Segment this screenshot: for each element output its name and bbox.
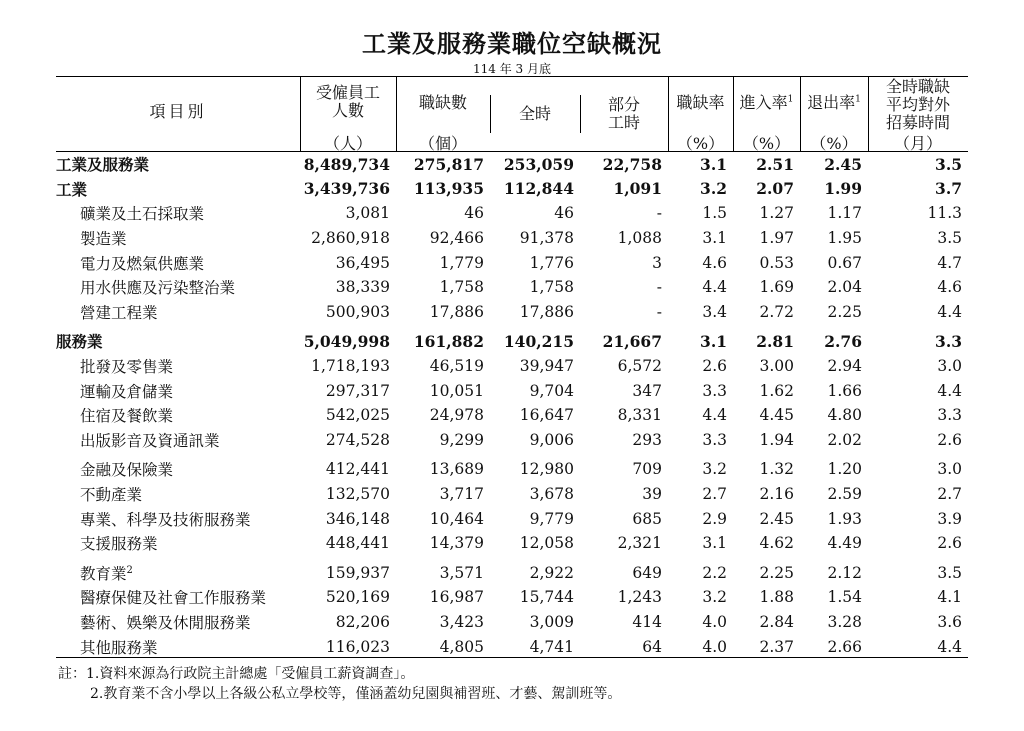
row-label-text: 不動產業 — [80, 486, 143, 505]
header-parttime-line2: 工時 — [607, 113, 640, 132]
cell-value: 4.6 — [937, 278, 962, 297]
header-parttime-line1: 部分 — [607, 95, 640, 114]
cell-value: 3.3 — [937, 406, 962, 425]
unit-entry-rate: （%） — [742, 134, 791, 153]
row-label-text: 電力及燃氣供應業 — [80, 254, 205, 273]
footnote-2: 2.教育業不含小學以上各級公私立學校等，僅涵蓋幼兒園與補習班、才藝、駕訓班等。 — [90, 686, 622, 702]
cell-value: 3.6 — [937, 612, 962, 631]
cell-value: 4.62 — [759, 534, 794, 553]
cell-value: 2.6 — [937, 534, 962, 553]
cell-value: 3.28 — [827, 612, 862, 631]
table-row — [56, 556, 968, 586]
header-entry-rate — [733, 94, 800, 112]
cell-value: 2.7 — [702, 485, 727, 504]
cell-value: 3.7 — [935, 179, 962, 199]
cell-value: 1,718,193 — [311, 357, 390, 376]
cell-value: 1.97 — [759, 229, 794, 248]
cell-value: 91,378 — [519, 229, 574, 248]
cell-value: 2.72 — [759, 302, 794, 321]
cell-value: 12,980 — [519, 460, 574, 479]
header-parttime — [580, 96, 668, 132]
cell-value: 132,570 — [325, 485, 390, 504]
cell-value: 2.02 — [827, 430, 862, 449]
cell-value: 1.17 — [827, 204, 862, 223]
cell-value: 4.4 — [702, 406, 727, 425]
cell-value: 140,215 — [503, 331, 574, 351]
table-row — [56, 378, 968, 403]
cell-value: 3.1 — [702, 229, 727, 248]
row-label-text: 其他服務業 — [80, 638, 158, 657]
cell-value: 4.0 — [702, 612, 727, 631]
cell-value: 3.3 — [702, 430, 727, 449]
cell-value: 2.37 — [759, 637, 794, 656]
cell-value: 38,339 — [335, 278, 390, 297]
cell-value: 2.6 — [937, 430, 962, 449]
cell-value: 21,667 — [602, 331, 662, 351]
header-employees-line2: 人數 — [331, 101, 364, 120]
cell-value: - — [656, 302, 662, 321]
cell-value: 4,805 — [439, 637, 484, 656]
row-label-text: 用水供應及污染整治業 — [80, 279, 236, 298]
row-label — [56, 403, 300, 428]
cell-value: 3.5 — [937, 229, 962, 248]
cell-value: 17,886 — [519, 302, 574, 321]
cell-value: 22,758 — [602, 154, 662, 174]
unit-vacancies: （個） — [418, 134, 467, 153]
row-label-text: 教育業 — [80, 564, 127, 583]
cell-value: 6,572 — [617, 357, 662, 376]
row-label — [56, 585, 300, 610]
cell-value: 0.67 — [827, 253, 862, 272]
cell-value: 11.3 — [927, 204, 962, 223]
header-recruit-time — [868, 78, 968, 132]
cell-value: 3.1 — [702, 534, 727, 553]
cell-value: 4.4 — [937, 637, 962, 656]
table-row — [56, 585, 968, 610]
table-row — [56, 482, 968, 507]
row-label — [56, 556, 300, 586]
cell-value: 414 — [632, 612, 662, 631]
header-fulltime: 全時 — [518, 104, 551, 123]
cell-value: 2.6 — [702, 357, 727, 376]
cell-value: 2.16 — [759, 485, 794, 504]
cell-value: 412,441 — [325, 460, 390, 479]
row-label — [56, 226, 300, 251]
row-label-text: 專業、科學及技術服務業 — [80, 510, 251, 529]
cell-value: 649 — [632, 563, 662, 582]
cell-value: 13,689 — [429, 460, 484, 479]
cell-value: 3.1 — [700, 331, 727, 351]
cell-value: 9,779 — [529, 509, 574, 528]
header-item: 項目別 — [149, 102, 207, 121]
row-label — [56, 452, 300, 482]
table-row — [56, 201, 968, 226]
cell-value: 4.49 — [827, 534, 862, 553]
cell-value: 2.94 — [827, 357, 862, 376]
cell-value: 2.66 — [827, 637, 862, 656]
cell-value: 1,091 — [613, 179, 662, 199]
cell-value: 46,519 — [429, 357, 484, 376]
header-exit-rate — [800, 94, 868, 112]
cell-value: 8,489,734 — [303, 154, 390, 174]
header-recruit-line2: 平均對外 — [885, 95, 950, 114]
cell-value: 4.4 — [937, 381, 962, 400]
cell-value: 4.1 — [937, 588, 962, 607]
cell-value: 82,206 — [335, 612, 390, 631]
cell-value: 24,978 — [429, 406, 484, 425]
cell-value: 9,299 — [439, 430, 484, 449]
footnote-mark: 1 — [855, 94, 861, 105]
cell-value: 15,744 — [519, 588, 574, 607]
cell-value: 3 — [652, 253, 662, 272]
cell-value: - — [656, 204, 662, 223]
cell-value: 1.62 — [759, 381, 794, 400]
row-label-text: 工業及服務業 — [56, 155, 150, 175]
cell-value: 2.84 — [759, 612, 794, 631]
table-row — [56, 428, 968, 453]
cell-value: 1,758 — [529, 278, 574, 297]
cell-value: 346,148 — [325, 509, 390, 528]
cell-value: 4.4 — [937, 302, 962, 321]
row-label-text: 住宿及餐飲業 — [80, 407, 174, 426]
cell-value: 1.69 — [759, 278, 794, 297]
cell-value: 161,882 — [413, 331, 484, 351]
row-label — [56, 324, 300, 354]
cell-value: 2.76 — [824, 331, 862, 351]
cell-value: 3.2 — [702, 588, 727, 607]
reference-date: 114 年 3 月底 — [473, 62, 551, 76]
cell-value: 3.1 — [700, 154, 727, 174]
row-label-text: 服務業 — [56, 332, 103, 352]
cell-value: 2.12 — [827, 563, 862, 582]
cell-value: 1.54 — [827, 588, 862, 607]
row-label — [56, 250, 300, 275]
cell-value: 4.45 — [759, 406, 794, 425]
cell-value: 1.99 — [824, 179, 862, 199]
cell-value: 709 — [632, 460, 662, 479]
row-label — [56, 300, 300, 325]
cell-value: 542,025 — [325, 406, 390, 425]
cell-value: 159,937 — [325, 563, 390, 582]
cell-value: 39 — [642, 485, 662, 504]
unit-employees: （人） — [323, 134, 372, 153]
row-label — [56, 634, 300, 659]
cell-value: 2,922 — [529, 563, 574, 582]
cell-value: 4.80 — [827, 406, 862, 425]
cell-value: 2,860,918 — [311, 229, 390, 248]
cell-value: 1.27 — [759, 204, 794, 223]
cell-value: 3.3 — [935, 331, 962, 351]
row-label — [56, 177, 300, 202]
cell-value: 3.2 — [702, 460, 727, 479]
row-label — [56, 531, 300, 556]
row-label — [56, 482, 300, 507]
cell-value: 3,717 — [439, 485, 484, 504]
table-row — [56, 250, 968, 275]
cell-value: 16,987 — [429, 588, 484, 607]
cell-value: 8,331 — [617, 406, 662, 425]
footnote-1: 註：1.資料來源為行政院主計總處「受僱員工薪資調查」。 — [58, 666, 415, 682]
cell-value: 3.3 — [702, 381, 727, 400]
row-label — [56, 152, 300, 177]
cell-value: 16,647 — [519, 406, 574, 425]
cell-value: 1,088 — [617, 229, 662, 248]
footnote-mark: 1 — [787, 94, 794, 105]
cell-value: 520,169 — [325, 588, 390, 607]
cell-value: 2.81 — [756, 331, 794, 351]
cell-value: 2.59 — [827, 485, 862, 504]
row-label-text: 製造業 — [80, 230, 127, 249]
cell-value: 2.45 — [759, 509, 794, 528]
cell-value: 10,464 — [429, 509, 484, 528]
cell-value: 3.5 — [935, 154, 962, 174]
cell-value: 2,321 — [617, 534, 662, 553]
cell-value: 2.9 — [702, 509, 727, 528]
cell-value: 46 — [464, 204, 484, 223]
table-row — [56, 300, 968, 325]
row-label-text: 醫療保健及社會工作服務業 — [80, 589, 267, 608]
vacancy-table — [56, 152, 968, 659]
row-label-text: 藝術、娛樂及休閒服務業 — [80, 613, 251, 632]
cell-value: 92,466 — [429, 229, 484, 248]
cell-value: 112,844 — [503, 179, 574, 199]
cell-value: 113,935 — [413, 179, 484, 199]
cell-value: 12,058 — [519, 534, 574, 553]
cell-value: 5,049,998 — [303, 331, 390, 351]
table-row — [56, 177, 968, 202]
cell-value: 1.20 — [827, 460, 862, 479]
cell-value: 1.88 — [759, 588, 794, 607]
cell-value: 1.66 — [827, 381, 862, 400]
table-row — [56, 634, 968, 659]
cell-value: 293 — [632, 430, 662, 449]
row-label — [56, 201, 300, 226]
cell-value: 64 — [642, 637, 662, 656]
cell-value: 3,423 — [439, 612, 484, 631]
row-label-text: 工業 — [56, 179, 88, 199]
cell-value: 1,776 — [529, 253, 574, 272]
table-row — [56, 152, 968, 177]
cell-value: 1.32 — [759, 460, 794, 479]
footnotes — [58, 664, 621, 704]
table-row — [56, 354, 968, 379]
row-label-text: 支援服務業 — [80, 535, 158, 554]
cell-value: 4.0 — [702, 637, 727, 656]
cell-value: 14,379 — [429, 534, 484, 553]
cell-value: 9,704 — [529, 381, 574, 400]
cell-value: 2.25 — [759, 563, 794, 582]
cell-value: 1.95 — [827, 229, 862, 248]
cell-value: 3,571 — [439, 563, 484, 582]
unit-exit-rate: （%） — [810, 134, 858, 153]
cell-value: 3,081 — [345, 204, 390, 223]
table-row — [56, 506, 968, 531]
cell-value: 3.0 — [937, 357, 962, 376]
cell-value: - — [656, 278, 662, 297]
cell-value: 116,023 — [325, 637, 390, 656]
table-row — [56, 610, 968, 635]
cell-value: 3,009 — [529, 612, 574, 631]
cell-value: 1,779 — [439, 253, 484, 272]
footnote-mark: 2 — [126, 564, 133, 576]
table-row — [56, 452, 968, 482]
cell-value: 253,059 — [503, 154, 574, 174]
cell-value: 39,947 — [519, 357, 574, 376]
row-label-text: 營建工程業 — [80, 303, 158, 322]
cell-value: 3,678 — [529, 485, 574, 504]
header-entry-rate-label: 進入率 — [739, 93, 788, 112]
row-label — [56, 610, 300, 635]
cell-value: 46 — [554, 204, 574, 223]
cell-value: 685 — [632, 509, 662, 528]
header-recruit-line1: 全時職缺 — [885, 77, 950, 96]
cell-value: 3.2 — [700, 179, 727, 199]
cell-value: 2.04 — [827, 278, 862, 297]
header-recruit-line3: 招募時間 — [885, 113, 950, 132]
cell-value: 274,528 — [325, 430, 390, 449]
cell-value: 4,741 — [529, 637, 574, 656]
header-exit-rate-label: 退出率 — [807, 93, 856, 112]
cell-value: 3,439,736 — [303, 179, 390, 199]
table-row — [56, 403, 968, 428]
cell-value: 297,317 — [325, 381, 390, 400]
cell-value: 2.51 — [756, 154, 794, 174]
row-label-text: 礦業及土石採取業 — [80, 205, 205, 224]
cell-value: 3.0 — [937, 460, 962, 479]
unit-recruit: （月） — [893, 134, 942, 153]
cell-value: 1,243 — [617, 588, 662, 607]
row-label — [56, 378, 300, 403]
table-body — [56, 152, 968, 659]
cell-value: 3.9 — [937, 509, 962, 528]
cell-value: 2.2 — [702, 563, 727, 582]
cell-value: 4.4 — [702, 278, 727, 297]
cell-value: 0.53 — [759, 253, 794, 272]
cell-value: 9,006 — [529, 430, 574, 449]
cell-value: 4.6 — [702, 253, 727, 272]
header-employees-line1: 受僱員工 — [315, 83, 380, 102]
cell-value: 1.94 — [759, 430, 794, 449]
cell-value: 275,817 — [413, 154, 484, 174]
cell-value: 3.5 — [937, 563, 962, 582]
page-title: 工業及服務業職位空缺概況 — [362, 29, 662, 58]
row-label-text: 運輸及倉儲業 — [80, 382, 174, 401]
cell-value: 10,051 — [429, 381, 484, 400]
row-label — [56, 428, 300, 453]
cell-value: 17,886 — [429, 302, 484, 321]
cell-value: 2.07 — [756, 179, 794, 199]
cell-value: 2.7 — [937, 485, 962, 504]
cell-value: 1.93 — [827, 509, 862, 528]
cell-value: 1.5 — [702, 204, 727, 223]
row-label-text: 批發及零售業 — [80, 358, 174, 377]
cell-value: 448,441 — [325, 534, 390, 553]
cell-value: 3.4 — [702, 302, 727, 321]
table-row — [56, 531, 968, 556]
row-label-text: 出版影音及資通訊業 — [80, 431, 220, 450]
cell-value: 2.25 — [827, 302, 862, 321]
header-vacancies: 職缺數 — [418, 93, 467, 112]
row-label — [56, 354, 300, 379]
cell-value: 3.00 — [759, 357, 794, 376]
cell-value: 1,758 — [439, 278, 484, 297]
header-vacancy-rate: 職缺率 — [676, 93, 725, 112]
unit-vacancy-rate: （%） — [676, 134, 725, 153]
cell-value: 36,495 — [335, 253, 390, 272]
row-label-text: 金融及保險業 — [80, 461, 174, 480]
table-row — [56, 226, 968, 251]
header-employees — [300, 84, 396, 120]
cell-value: 347 — [632, 381, 662, 400]
cell-value: 500,903 — [325, 302, 390, 321]
table-row — [56, 324, 968, 354]
row-label — [56, 275, 300, 300]
row-label — [56, 506, 300, 531]
table-row — [56, 275, 968, 300]
cell-value: 4.7 — [937, 253, 962, 272]
cell-value: 2.45 — [824, 154, 862, 174]
header-top-rule — [56, 76, 968, 77]
